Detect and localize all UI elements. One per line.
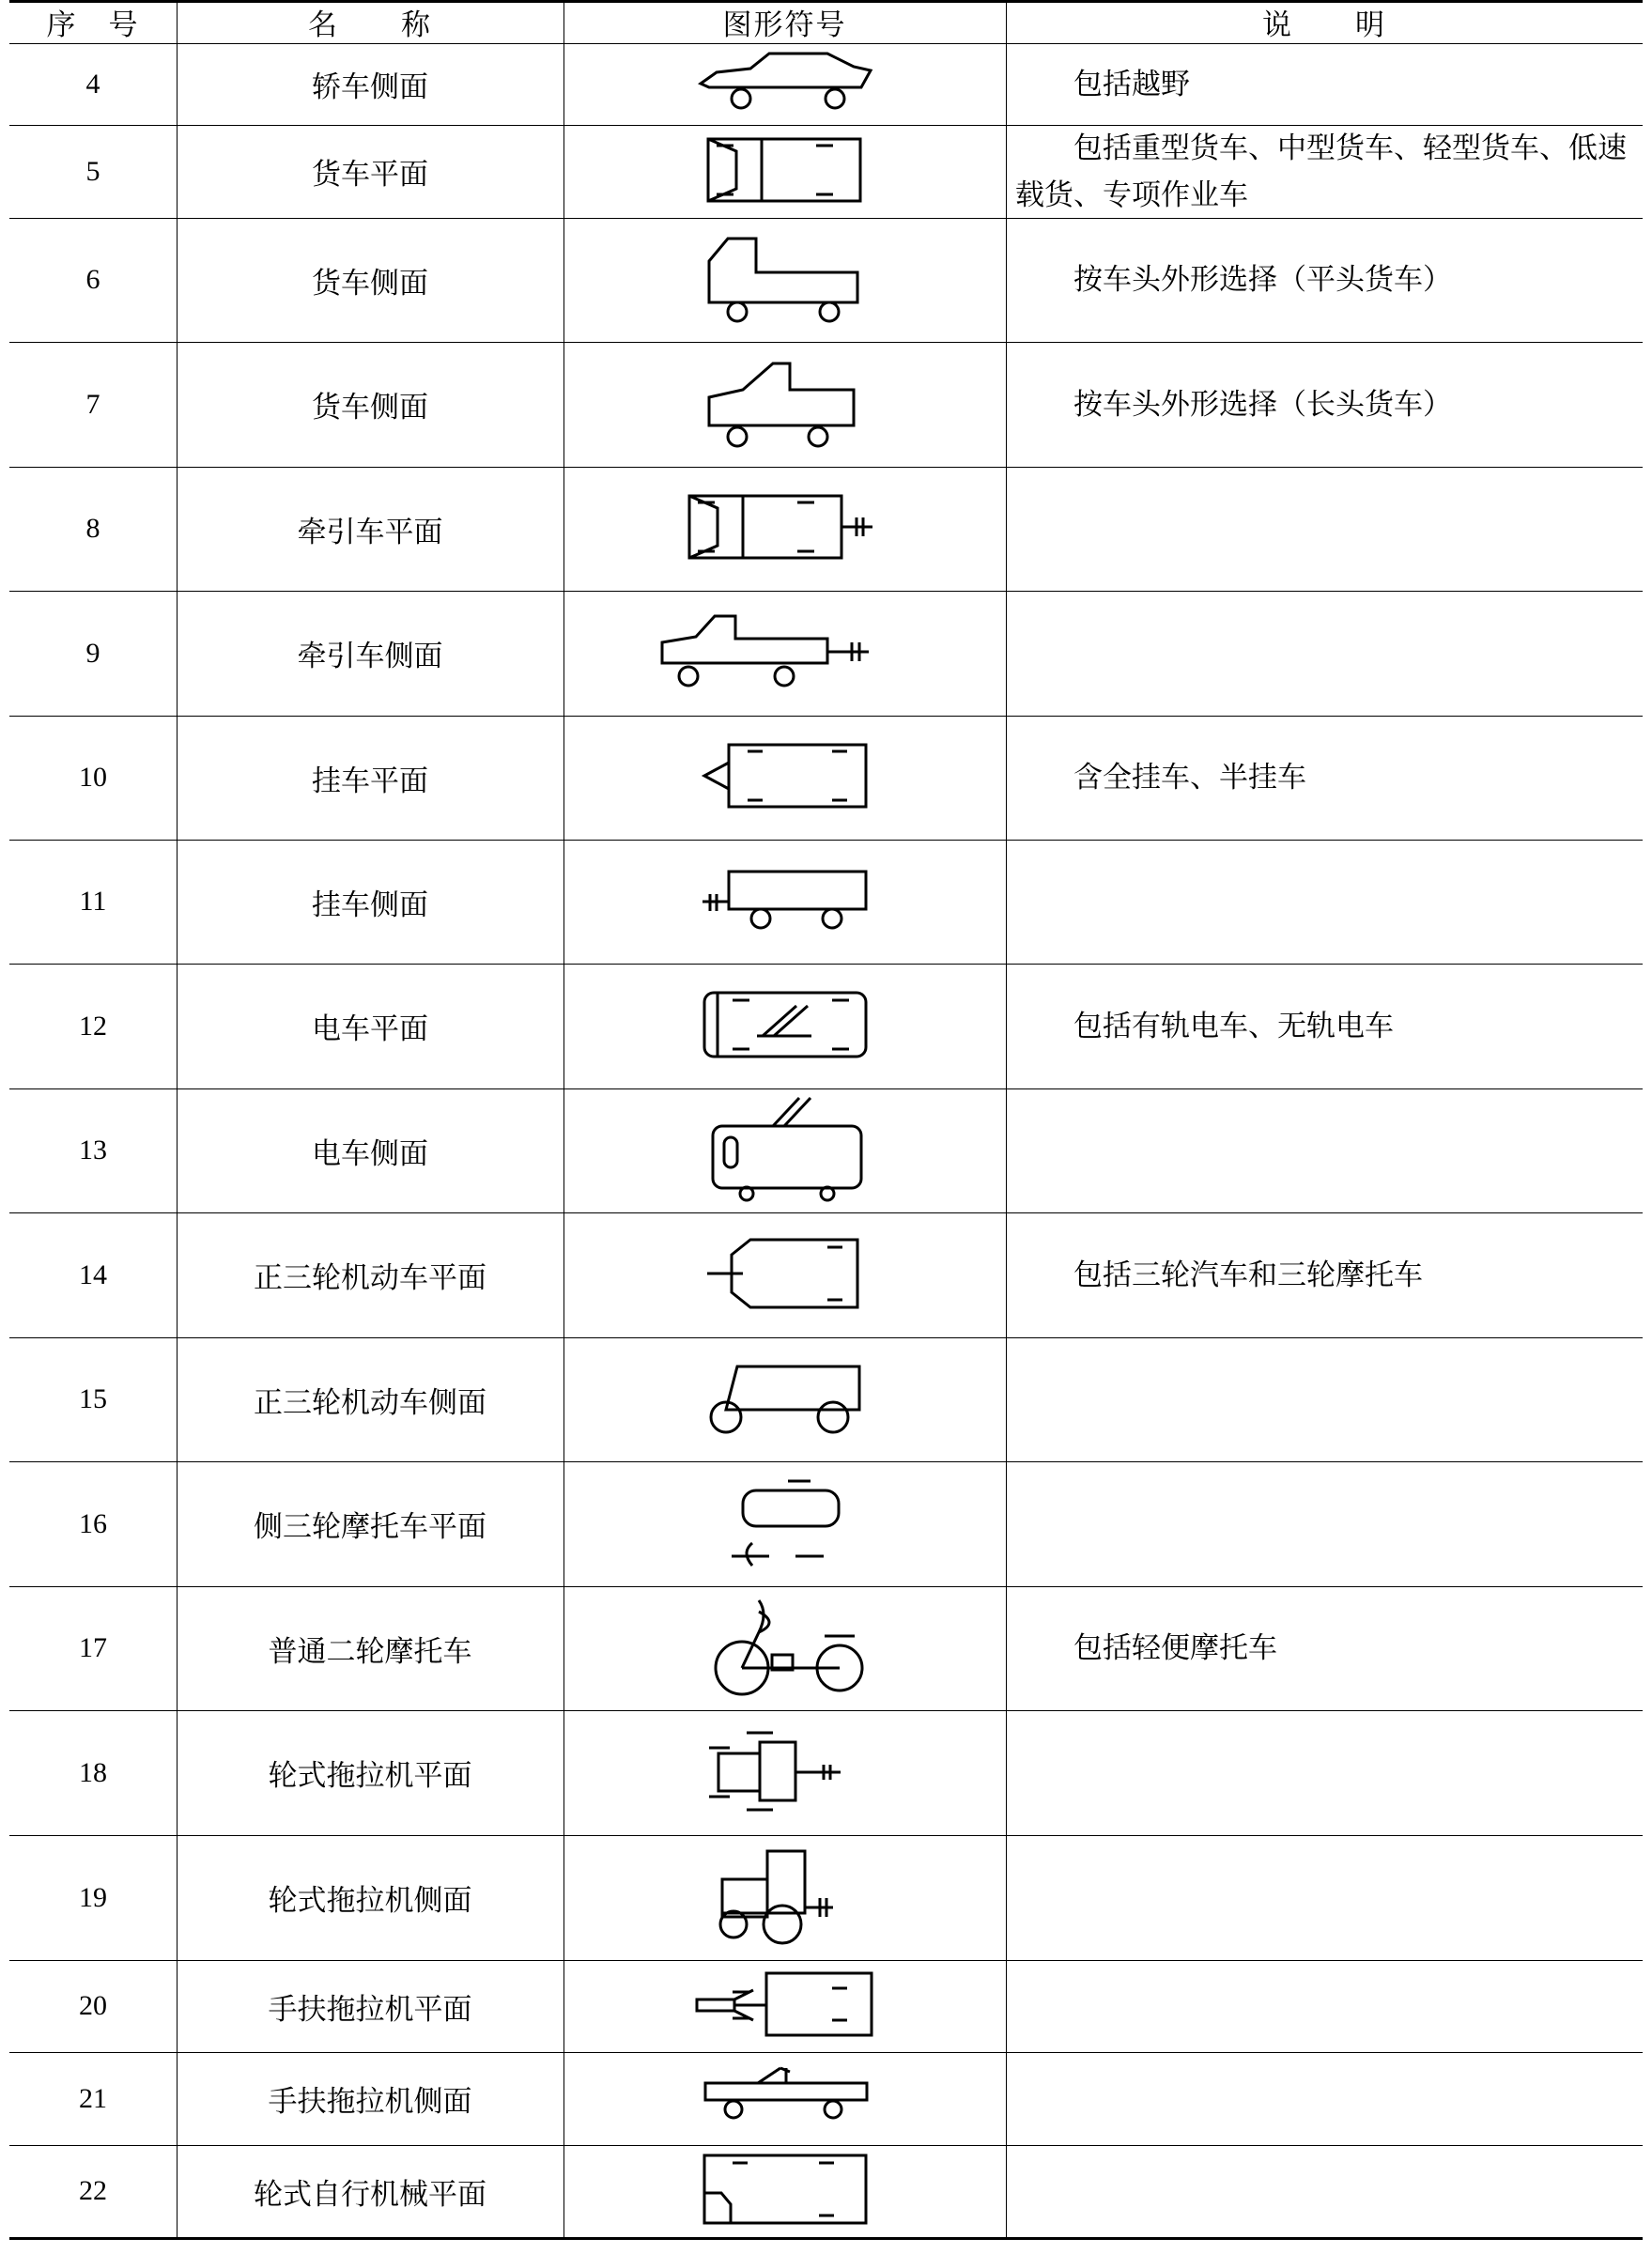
table-row bbox=[9, 218, 1643, 342]
symbol-cell bbox=[564, 1337, 1006, 1461]
tractor-unit-side-icon bbox=[658, 609, 912, 699]
vehicle-name: 正三轮机动车侧面 bbox=[254, 1385, 486, 1420]
trailer-side-icon bbox=[701, 866, 870, 937]
row-number: 21 bbox=[79, 2082, 107, 2114]
description-text: 包括三轮汽车和三轮摩托车 bbox=[1073, 1258, 1423, 1292]
row-number: 8 bbox=[85, 513, 100, 544]
table-top-rule bbox=[9, 0, 1643, 3]
symbol-cell bbox=[564, 840, 1006, 964]
description bbox=[1006, 591, 1643, 716]
description bbox=[1006, 1088, 1643, 1212]
motorcycle-icon bbox=[701, 1595, 870, 1702]
description-text: 含全挂车、半挂车 bbox=[1073, 761, 1306, 795]
column-header: 说 明 bbox=[1262, 8, 1386, 42]
table-row bbox=[9, 964, 1643, 1088]
symbol-cell bbox=[564, 2052, 1006, 2145]
table-row bbox=[9, 467, 1643, 591]
table-row bbox=[9, 1212, 1643, 1337]
symbol-cell bbox=[564, 43, 1006, 125]
symbol-cell bbox=[564, 1461, 1006, 1586]
vehicle-name: 轿车侧面 bbox=[312, 70, 428, 104]
description-text: 包括有轨电车、无轨电车 bbox=[1073, 1009, 1394, 1043]
table-row bbox=[9, 2145, 1643, 2237]
vehicle-name: 电车侧面 bbox=[312, 1136, 428, 1171]
tram-plan-icon bbox=[701, 989, 870, 1064]
table-row bbox=[9, 2052, 1643, 2145]
column-header: 名 称 bbox=[308, 8, 432, 42]
row-number: 14 bbox=[79, 1258, 107, 1290]
symbol-cell bbox=[564, 2145, 1006, 2237]
vehicle-name: 货车侧面 bbox=[312, 391, 428, 425]
row-number: 10 bbox=[79, 762, 107, 793]
row-number: 9 bbox=[85, 637, 100, 669]
description bbox=[1006, 2145, 1643, 2237]
vehicle-name: 轮式自行机械平面 bbox=[254, 2177, 486, 2212]
description-text: 按车头外形选择（平头货车） bbox=[1073, 263, 1452, 297]
vehicle-name: 电车平面 bbox=[312, 1012, 428, 1046]
symbol-cell bbox=[564, 467, 1006, 591]
walking-tractor-plan-icon bbox=[691, 1969, 879, 2043]
description bbox=[1006, 964, 1643, 1088]
description bbox=[1006, 1960, 1643, 2052]
vehicle-name: 手扶拖拉机平面 bbox=[268, 1992, 472, 2027]
truck-plan-icon bbox=[705, 136, 865, 208]
description-text: 包括轻便摩托车 bbox=[1073, 1631, 1277, 1665]
vehicle-name: 牵引车侧面 bbox=[297, 640, 443, 673]
row-number: 20 bbox=[79, 1990, 107, 2021]
row-number: 19 bbox=[79, 1881, 107, 1913]
table-row bbox=[9, 125, 1643, 218]
vehicle-name: 挂车平面 bbox=[312, 764, 428, 798]
description-text: 按车头外形选择（长头货车） bbox=[1073, 387, 1452, 422]
description bbox=[1006, 2052, 1643, 2145]
row-number: 11 bbox=[79, 886, 107, 917]
table-row bbox=[9, 716, 1643, 840]
symbol-cell bbox=[564, 218, 1006, 342]
vehicle-name: 轮式拖拉机平面 bbox=[268, 1759, 472, 1793]
description bbox=[1006, 218, 1643, 342]
symbol-cell bbox=[564, 1586, 1006, 1710]
description bbox=[1006, 1212, 1643, 1337]
table-row bbox=[9, 1088, 1643, 1212]
tractor-unit-plan-icon bbox=[687, 493, 884, 564]
tricycle-side-icon bbox=[705, 1355, 865, 1443]
description-text: 包括越野 bbox=[1073, 67, 1190, 101]
table-row bbox=[9, 342, 1643, 467]
vehicle-name: 手扶拖拉机侧面 bbox=[268, 2085, 472, 2119]
column-header: 图形符号 bbox=[722, 8, 847, 42]
wheeled-tractor-plan-icon bbox=[705, 1729, 865, 1817]
row-number: 18 bbox=[79, 1756, 107, 1788]
table-row bbox=[9, 1960, 1643, 2052]
wheeled-tractor-side-icon bbox=[705, 1847, 865, 1949]
row-number: 13 bbox=[79, 1135, 107, 1166]
description bbox=[1006, 43, 1643, 125]
table-row bbox=[9, 43, 1643, 125]
sedan-side-icon bbox=[696, 50, 874, 119]
vehicle-name: 侧三轮摩托车平面 bbox=[254, 1510, 486, 1544]
description bbox=[1006, 125, 1643, 218]
vehicle-name: 货车侧面 bbox=[312, 266, 428, 301]
description bbox=[1006, 1337, 1643, 1461]
vehicle-name: 货车平面 bbox=[312, 158, 428, 192]
vehicle-name: 牵引车平面 bbox=[297, 515, 443, 549]
table-row bbox=[9, 1337, 1643, 1461]
vehicle-name: 正三轮机动车平面 bbox=[254, 1261, 486, 1295]
symbol-cell bbox=[564, 342, 1006, 467]
long-head-truck-side-icon bbox=[705, 360, 865, 450]
symbol-cell bbox=[564, 591, 1006, 716]
walking-tractor-side-icon bbox=[696, 2064, 874, 2134]
row-number: 7 bbox=[85, 388, 100, 420]
table-row bbox=[9, 1461, 1643, 1586]
description bbox=[1006, 467, 1643, 591]
sidecar-motorcycle-plan-icon bbox=[724, 1475, 846, 1573]
description bbox=[1006, 342, 1643, 467]
row-number: 4 bbox=[85, 68, 100, 100]
table-row bbox=[9, 1710, 1643, 1835]
self-propelled-machine-plan-icon bbox=[701, 2152, 870, 2231]
symbol-cell bbox=[564, 1088, 1006, 1212]
table-bottom-rule bbox=[9, 2237, 1643, 2240]
flat-head-truck-side-icon bbox=[705, 235, 865, 325]
table-row bbox=[9, 1586, 1643, 1710]
table-row bbox=[9, 591, 1643, 716]
description bbox=[1006, 840, 1643, 964]
row-number: 6 bbox=[85, 264, 100, 295]
symbol-cell bbox=[564, 1710, 1006, 1835]
description bbox=[1006, 1461, 1643, 1586]
table-row bbox=[9, 1835, 1643, 1960]
description bbox=[1006, 716, 1643, 840]
vehicle-name: 普通二轮摩托车 bbox=[268, 1634, 472, 1669]
description bbox=[1006, 1710, 1643, 1835]
symbol-cell bbox=[564, 964, 1006, 1088]
row-number: 17 bbox=[79, 1632, 107, 1663]
row-number: 16 bbox=[79, 1507, 107, 1539]
description bbox=[1006, 1835, 1643, 1960]
tricycle-plan-icon bbox=[705, 1236, 865, 1315]
row-number: 22 bbox=[79, 2175, 107, 2206]
description bbox=[1006, 1586, 1643, 1710]
trailer-plan-icon bbox=[701, 742, 870, 813]
column-header: 序 号 bbox=[46, 8, 140, 42]
table-row bbox=[9, 840, 1643, 964]
tram-side-icon bbox=[705, 1094, 865, 1207]
row-number: 12 bbox=[79, 1010, 107, 1042]
vehicle-name: 挂车侧面 bbox=[312, 888, 428, 922]
symbol-cell bbox=[564, 1960, 1006, 2052]
symbol-cell bbox=[564, 1835, 1006, 1960]
row-number: 5 bbox=[85, 155, 100, 187]
description-text: 包括重型货车、中型货车、轻型货车、低速载货、专项作业车 bbox=[1015, 131, 1627, 212]
symbol-cell bbox=[564, 1212, 1006, 1337]
vehicle-symbol-table bbox=[9, 0, 1643, 2246]
vehicle-name: 轮式拖拉机侧面 bbox=[268, 1884, 472, 1918]
symbol-cell bbox=[564, 125, 1006, 218]
symbol-cell bbox=[564, 716, 1006, 840]
row-number: 15 bbox=[79, 1383, 107, 1414]
